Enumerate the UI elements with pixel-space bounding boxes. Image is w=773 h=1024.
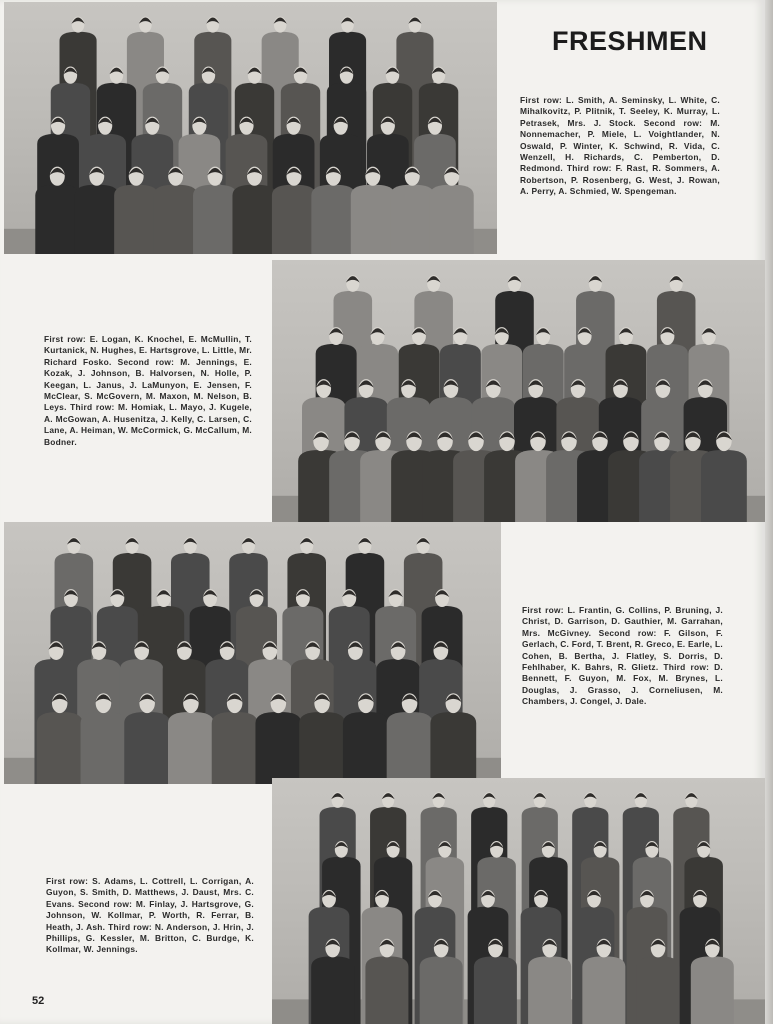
class-photo-2 [272, 260, 765, 522]
photo-caption-2: First row: E. Logan, K. Knochel, E. McMullin, T. Kurtanick, N. Hughes, E. Hartsgrove, L. Little, Mr. Richard Fosko. Second row: M. Jennings, E. Kozak, J. Johnson, B. Halvorsen, N. Holle, P. Keegan, L. Janus, J. LaMunyon, E. Jensen, F. McClear, S. McGovern, M. Maxon, M. Nelson, B. Leys. Third row: M. Homiak, L. Mayo, J. Kugele, A. McGowan, A. Husenitza, J. Kelly, C. Larsen, C. Lane, A. Heiman, W. McCormick, G. McCallum, M. Bodner. [44, 334, 252, 447]
section-title: FRESHMEN [552, 26, 708, 56]
photo-caption-4: First row: S. Adams, L. Cottrell, L. Corrigan, A. Guyon, S. Smith, D. Matthews, J. Daust, Mrs. C. Evans. Second row: M. Finlay, J. Hartsgrove, G. Johnson, W. Kollmar, P. Worth, R. Ferrar, B. Heath, J. Ash. Third row: N. Anderson, J. Hrin, J. Phillips, G. Kessler, M. Britton, C. Burdge, K. Kollmar, W. Jennings. [46, 876, 254, 955]
photo-caption-3: First row: L. Frantin, G. Collins, P. Bruning, J. Christ, D. Garrison, D. Gauthier, M. Garrahan, Mrs. McGivney. Second row: F. Gilson, F. Gerlach, C. Ford, T. Brent, R. Greco, E. Earle, L. Cohen, B. Bertha, J. Flatley, S. Dorris, D. Fehlhaber, K. Bahrs, R. Glietz. Third row: D. Bennett, F. Guyon, M. Fox, M. Brynes, L. Douglas, J. Grasso, J. Corneliusen, M. Chambers, J. Congel, J. Dale. [522, 605, 723, 707]
class-photo-3 [4, 522, 501, 784]
photo-silhouettes [272, 778, 765, 1024]
page-number: 52 [32, 995, 45, 1007]
page-edge [765, 0, 773, 1024]
class-photo-4 [272, 778, 765, 1024]
photo-silhouettes [272, 260, 765, 522]
class-photo-1 [4, 2, 497, 254]
photo-caption-1: First row: L. Smith, A. Seminsky, L. White, C. Mihalkovitz, P. Plitnik, T. Seeley, K. Murray, L. Petrasek, Mrs. J. Stock. Second row: M. Nonnemacher, P. Miele, L. Voightlander, N. Oswald, P. Winter, K. Schwind, R. Vida, C. Wenzell, H. Richards, C. Pemberton, D. Redmond. Third row: F. Rast, R. Sommers, A. Robertson, P. Rosenberg, G. West, J. Rowan, A. Perry, A. Schmied, W. Spengeman. [520, 95, 720, 197]
photo-silhouettes [4, 2, 497, 254]
photo-silhouettes [4, 522, 501, 784]
